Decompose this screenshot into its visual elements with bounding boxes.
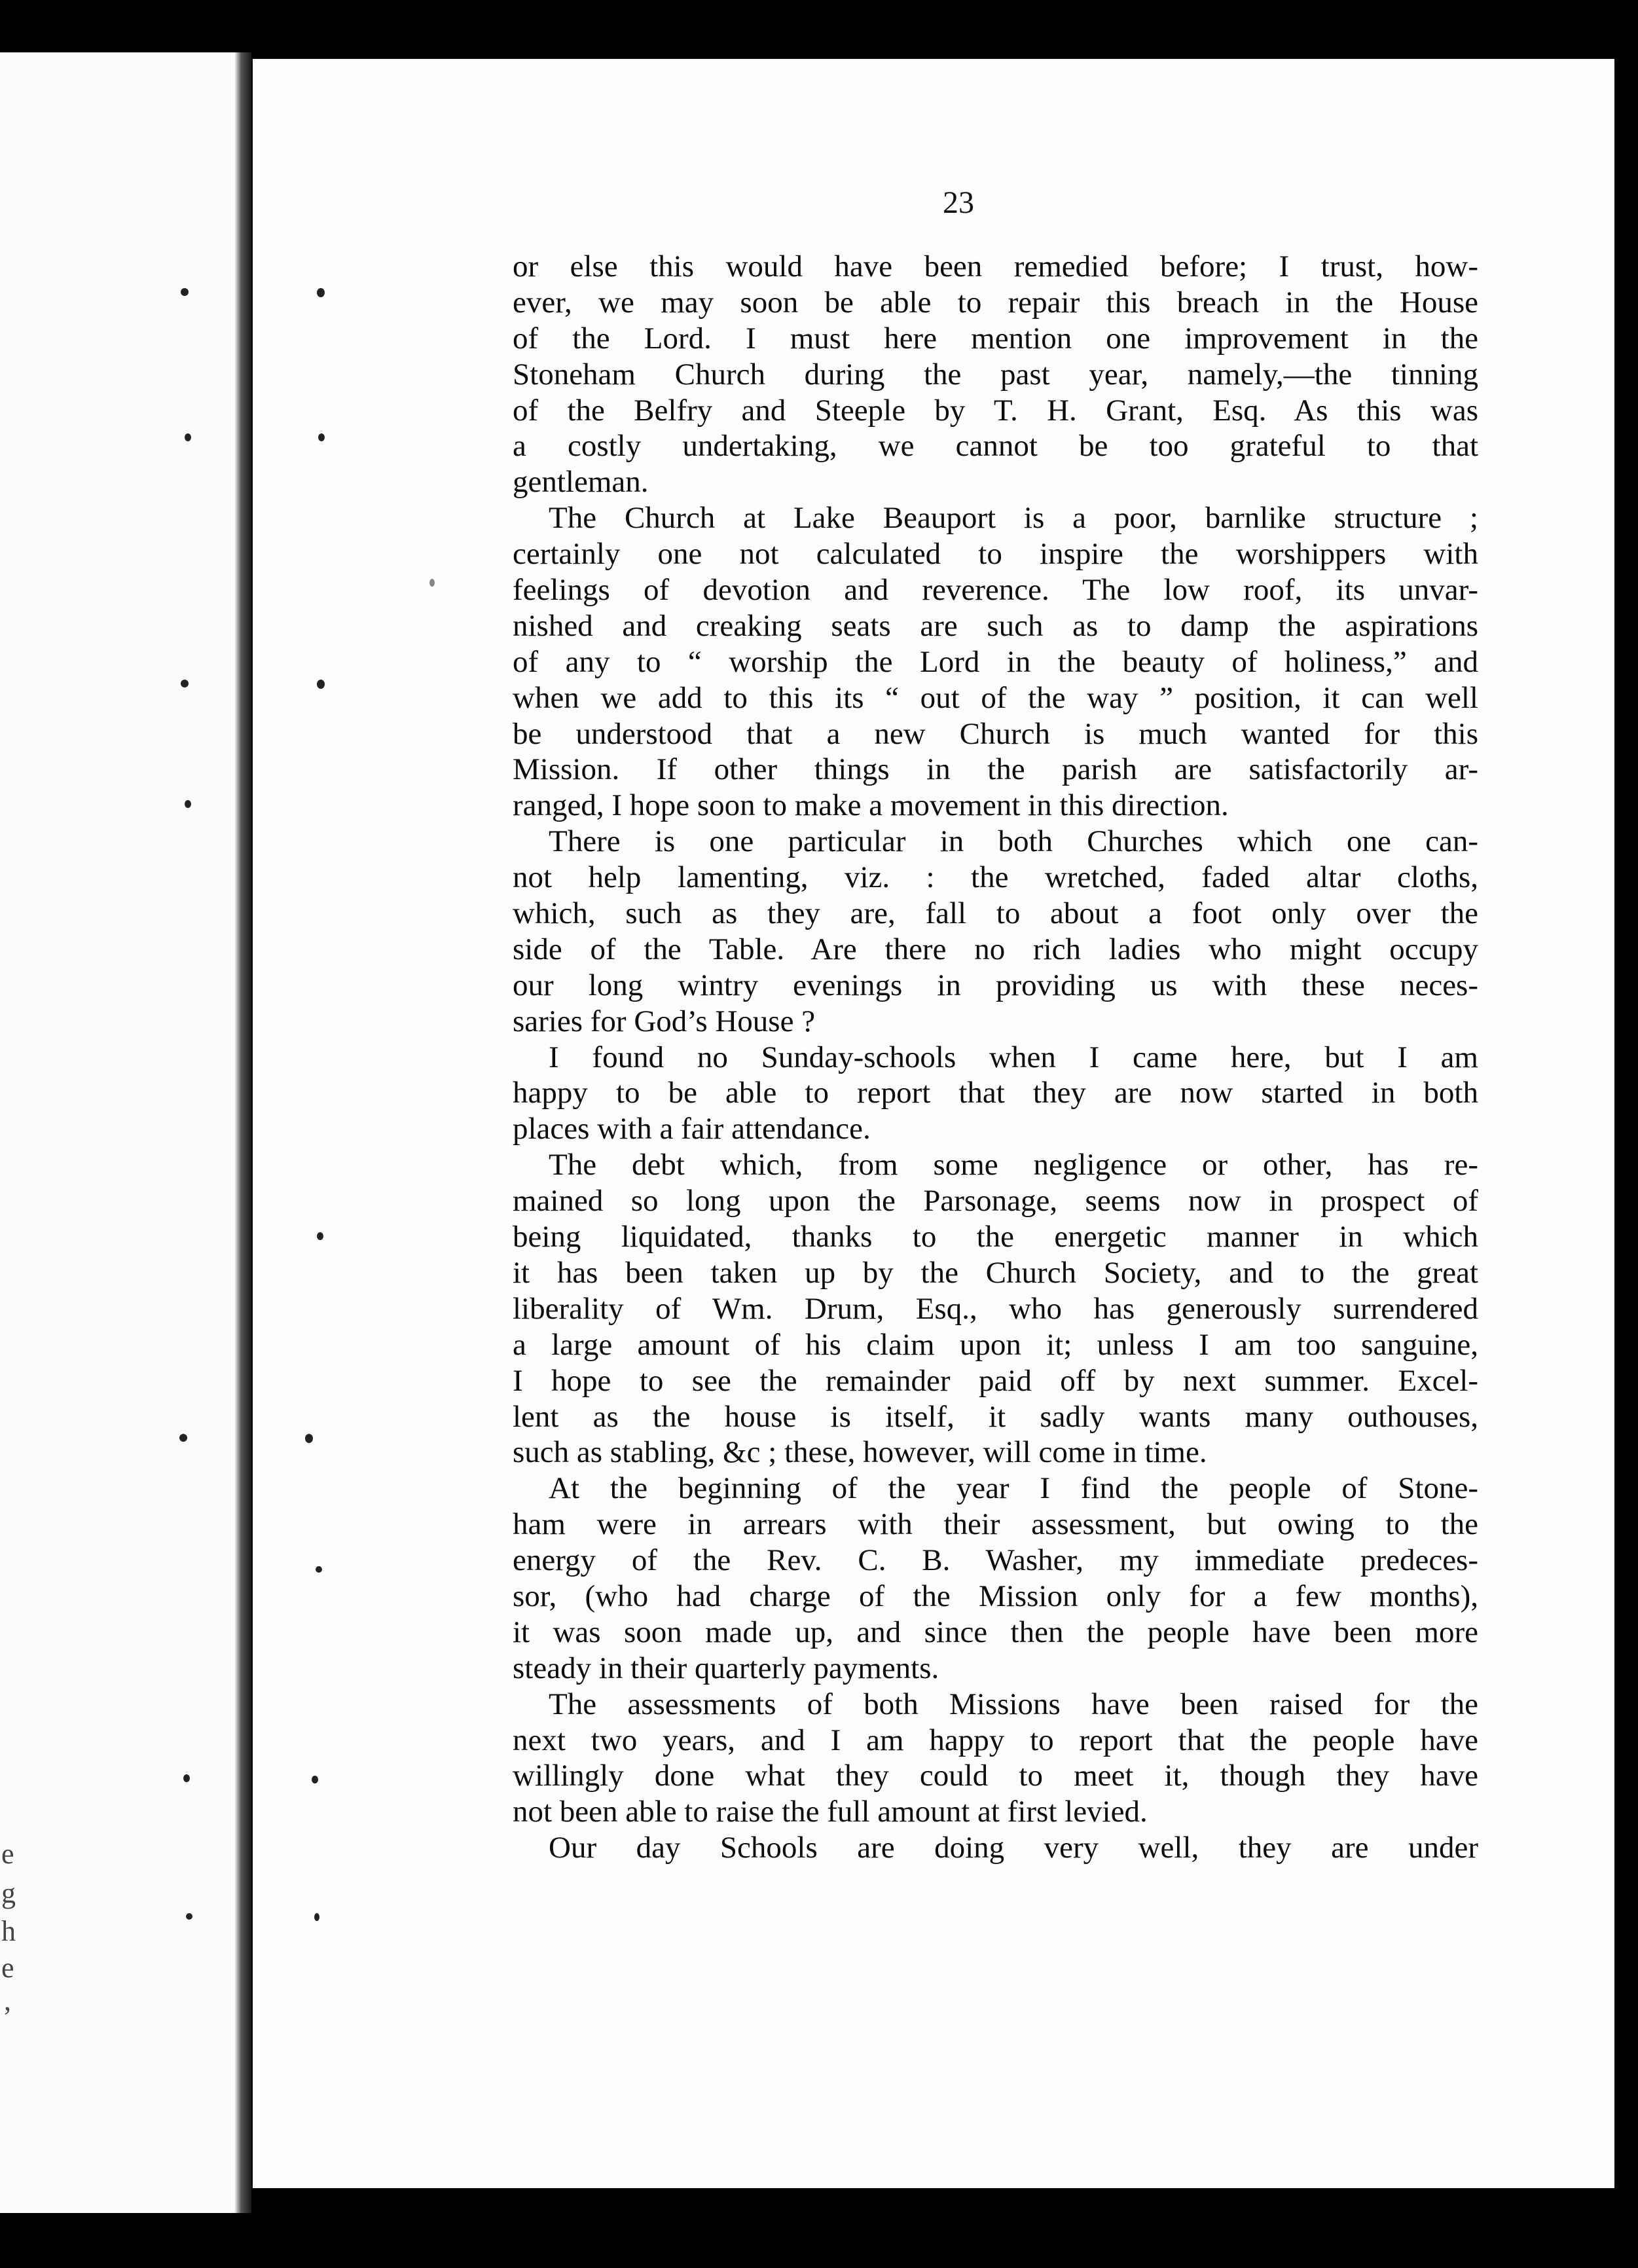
- body-text: [513, 249, 1478, 1866]
- text-line: happy to be able to report that they are now started in both: [513, 1076, 1478, 1110]
- text-line: steady in their quarterly payments.: [513, 1651, 939, 1685]
- text-line: not been able to raise the full amount at first levied.: [513, 1795, 1148, 1829]
- text-line: nished and creaking seats are such as to damp the aspirations: [513, 608, 1478, 643]
- text-line: Stoneham Church during the past year, namely,—the tinning: [513, 357, 1478, 392]
- text-line: mained so long upon the Parsonage, seems now in prospect of: [513, 1184, 1478, 1218]
- page-gutter-fold: [234, 52, 251, 2213]
- margin-dot: [312, 1776, 318, 1783]
- text-line: side of the Table. Are there no rich ladies who might occupy: [513, 932, 1478, 966]
- text-line: not help lamenting, viz. : the wretched, faded altar cloths,: [513, 860, 1478, 895]
- text-line: sor, (who had charge of the Mission only for a few months),: [513, 1579, 1478, 1613]
- margin-dot: [183, 1774, 190, 1782]
- text-line: Our day Schools are doing very well, they are under: [549, 1831, 1478, 1865]
- text-line: saries for God’s House ?: [513, 1004, 816, 1038]
- text-line: I hope to see the remainder paid off by next summer. Excel-: [513, 1363, 1478, 1398]
- text-line: of the Belfry and Steeple by T. H. Grant, Esq. As this was: [513, 393, 1478, 428]
- margin-dot: [317, 1232, 323, 1240]
- margin-dot: [179, 1434, 187, 1442]
- text-line: certainly one not calculated to inspire the worshippers with: [513, 537, 1478, 572]
- text-line: ever, we may soon be able to repair this breach in the House: [513, 285, 1478, 320]
- text-line: The debt which, from some negligence or other, has re-: [549, 1148, 1478, 1182]
- text-line: Mission. If other things in the parish are satisfactorily ar-: [513, 752, 1478, 787]
- text-line: ranged, I hope soon to make a movement in this direction.: [513, 788, 1229, 823]
- margin-dot: [186, 1913, 192, 1920]
- text-line: ham were in arrears with their assessment, but owing to the: [513, 1507, 1478, 1542]
- text-line: or else this would have been remedied before; I trust, how-: [513, 249, 1478, 284]
- text-line: lent as the house is itself, it sadly wants many outhouses,: [513, 1399, 1478, 1434]
- left-page-fragment: e: [1, 1952, 14, 1984]
- margin-dot: [185, 800, 191, 808]
- margin-dot: [317, 680, 325, 689]
- text-line: of the Lord. I must here mention one improvement in the: [513, 321, 1478, 356]
- text-line: it has been taken up by the Church Society, and to the great: [513, 1255, 1478, 1290]
- text-line: feelings of devotion and reverence. The low roof, its unvar-: [513, 573, 1478, 608]
- text-line: a large amount of his claim upon it; unless I am too sanguine,: [513, 1327, 1478, 1362]
- text-line: being liquidated, thanks to the energetic manner in which: [513, 1220, 1478, 1254]
- text-line: which, such as they are, fall to about a foot only over the: [513, 896, 1478, 931]
- text-line: our long wintry evenings in providing us with these neces-: [513, 968, 1478, 1002]
- margin-dot: [305, 1434, 313, 1443]
- margin-dot: [181, 680, 189, 687]
- text-line: a costly undertaking, we cannot be too grateful to that: [513, 429, 1478, 464]
- margin-dot: [316, 1566, 322, 1573]
- margin-dot: [314, 1913, 319, 1921]
- text-line: At the beginning of the year I find the people of Stone-: [549, 1471, 1478, 1506]
- text-line: gentleman.: [513, 465, 649, 500]
- text-line: willingly done what they could to meet it, though they have: [513, 1759, 1478, 1793]
- left-page-fragment: e: [1, 1838, 14, 1870]
- margin-dot: [185, 433, 191, 441]
- margin-dot: [318, 433, 325, 441]
- text-line: places with a fair attendance.: [513, 1112, 871, 1146]
- left-page-fragment: g: [1, 1877, 16, 1909]
- text-line: be understood that a new Church is much wanted for this: [513, 716, 1478, 751]
- left-page-fragment: h: [1, 1915, 16, 1947]
- margin-dot: [317, 288, 325, 297]
- text-line: such as stabling, &c ; these, however, will come in time.: [513, 1435, 1207, 1470]
- text-line: There is one particular in both Churches which one can-: [549, 824, 1478, 859]
- left-page-fragment: ,: [4, 1985, 11, 2017]
- text-line: liberality of Wm. Drum, Esq., who has generously surrendered: [513, 1291, 1478, 1326]
- margin-dot: [429, 579, 435, 587]
- text-line: I found no Sunday-schools when I came here, but I am: [549, 1040, 1478, 1074]
- text-line: The Church at Lake Beauport is a poor, barnlike structure ;: [549, 501, 1478, 536]
- left-facing-page: [0, 52, 242, 2213]
- text-line: of any to “ worship the Lord in the beauty of holiness,” and: [513, 644, 1478, 679]
- text-line: next two years, and I am happy to report that the people have: [513, 1723, 1478, 1757]
- text-line: it was soon made up, and since then the people have been more: [513, 1615, 1478, 1649]
- text-line: when we add to this its “ out of the way ” position, it can well: [513, 680, 1478, 715]
- text-line: energy of the Rev. C. B. Washer, my immediate predeces-: [513, 1543, 1478, 1578]
- text-line: The assessments of both Missions have been raised for the: [549, 1687, 1478, 1721]
- margin-dot: [181, 288, 189, 296]
- page-number: 23: [943, 185, 974, 220]
